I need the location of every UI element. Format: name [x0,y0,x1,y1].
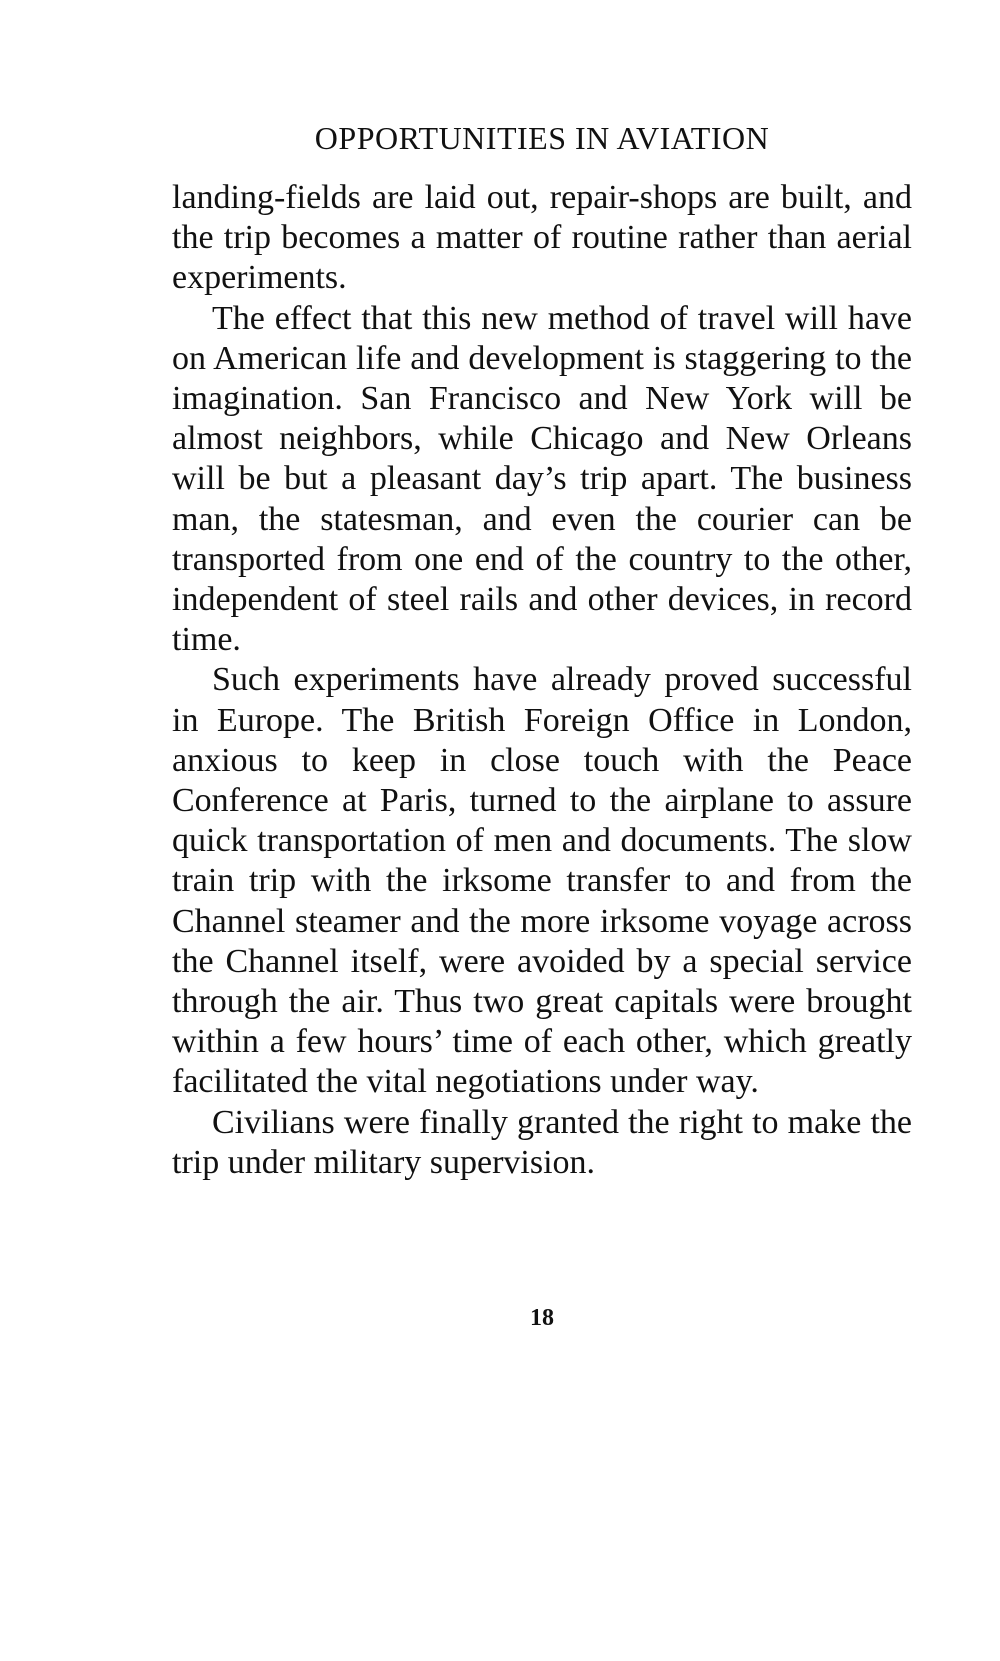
running-head: OPPORTUNITIES IN AVIATION [314,120,770,156]
page-number: 18 [530,1305,554,1331]
body-text [172,178,912,1183]
paragraph: The effect that this new method of travel will have on American life and development is staggering to the imagination. San Francisco and New York will be almost neighbors, while Chicago and New Orleans will be but a pleasant day’s trip apart. The business man, the statesman, and even the courier can be transported from one end of the country to the other, independent of steel rails and other devices, in record time. [172,299,912,659]
paragraph: Such experiments have already proved successful in Europe. The British Foreign Office in London, anxious to keep in close touch with the Peace Conference at Paris, turned to the airplane to assure quick transportation of men and documents. The slow train trip with the irksome transfer to and from the Channel steamer and the more irksome voyage across the Channel itself, were avoided by a special service through the air. Thus two great capitals were brought within a few hours’ time of each other, which greatly facilitated the vital negotiations under way. [172,661,912,1101]
paragraph-continuation: landing-fields are laid out, repair-shops are built, and the trip becomes a matter of routine rather than aerial experiments. [172,179,912,297]
paragraph: Civilians were finally granted the right to make the trip under military supervision. [172,1103,912,1181]
